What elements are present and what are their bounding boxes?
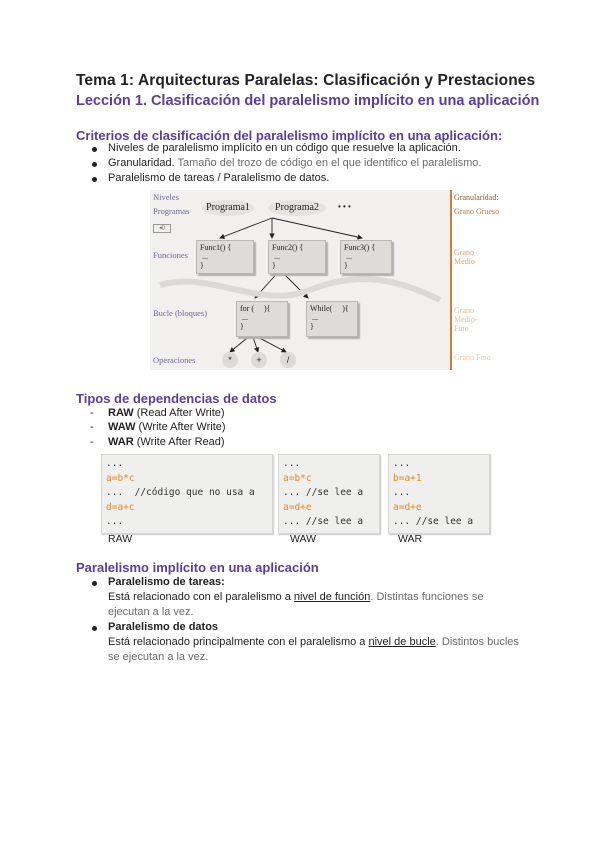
op-multiply: * <box>222 352 238 368</box>
bullet-dot <box>92 581 97 586</box>
dep-raw <box>108 407 225 419</box>
grain-medium: Grano Medio <box>454 248 475 266</box>
code-line: ... <box>393 458 411 469</box>
dep-war-abbr: WAR <box>108 436 134 448</box>
code-line: a=d+e <box>393 501 422 513</box>
loop-level-link: nivel de bucle <box>368 636 436 648</box>
granularity-term: Granularidad. <box>108 157 175 169</box>
dash-marker: - <box>90 421 94 433</box>
dep-raw-abbr: RAW <box>108 407 134 419</box>
dep-waw <box>108 421 226 433</box>
diagram-connectors <box>150 190 450 370</box>
code-line: ... //se lee a <box>283 516 364 527</box>
granularity-description: Tamaño del trozo de código en el que identifico el paralelismo. <box>174 157 482 169</box>
dep-waw-abbr: WAW <box>108 421 136 433</box>
data-parallelism-title: Paralelismo de datos <box>108 621 219 633</box>
task-parallelism-title: Paralelismo de tareas: <box>108 576 225 588</box>
grain-medium-fine: Grano Medio-Fino <box>454 306 478 333</box>
while-loop-box: While( ){ ... } <box>306 301 358 337</box>
bullet-granularity <box>108 157 481 169</box>
code-line: ... <box>106 458 124 469</box>
grain-coarse: Grano Grueso <box>454 207 500 216</box>
caption-raw: RAW <box>108 533 133 545</box>
code-line: a=d+e <box>283 501 312 513</box>
dep-war-desc: (Write After Read) <box>133 436 225 448</box>
code-block-war <box>388 454 490 534</box>
dep-waw-desc: (Write After Write) <box>135 421 226 433</box>
op-add: + <box>251 352 267 368</box>
bullet-levels: Niveles de paralelismo implícito en un código que resuelve la aplicación. <box>108 142 461 154</box>
levels-header: Niveles <box>153 192 179 202</box>
level-loops: Bucle (bloques) <box>153 308 208 318</box>
code-line: ... <box>393 487 411 498</box>
lesson-title: Lección 1. Clasificación del paralelismo implícito en una aplicación <box>76 93 540 109</box>
granularity-divider <box>450 190 452 370</box>
code-block-raw <box>101 454 273 534</box>
data-text-after: . Distintos bucles <box>435 636 519 648</box>
section-heading-implicit: Paralelismo implícito en una aplicación <box>76 560 319 575</box>
op-divide: / <box>280 352 296 368</box>
code-line: a=b*c <box>106 472 135 484</box>
data-parallelism-line1 <box>108 636 519 648</box>
dash-marker: - <box>90 407 94 419</box>
bullet-dot <box>92 177 97 182</box>
task-text-before: Está relacionado con el paralelismo a <box>108 591 294 603</box>
task-parallelism-line1 <box>108 591 483 603</box>
func2-box: Func2() { ... } <box>268 240 326 274</box>
dep-raw-desc: (Read After Write) <box>133 407 225 419</box>
section-heading-criteria: Criterios de clasificación del paralelismo implícito en una aplicación: <box>76 128 503 143</box>
dep-war <box>108 436 225 448</box>
code-line: d=a+c <box>106 501 135 513</box>
task-text-after: . Distintas funciones se <box>370 591 484 603</box>
function-level-link: nivel de función <box>293 591 371 603</box>
code-line: a=b*c <box>283 472 312 484</box>
code-line: ... //se lee a <box>283 487 364 498</box>
for-loop-box: for ( ){ ... } <box>236 301 288 337</box>
code-line: ... <box>106 516 124 527</box>
caption-waw: WAW <box>290 533 317 545</box>
data-parallelism-line2: se ejecutan a la vez. <box>108 651 209 663</box>
data-text-before: Está relacionado principalmente con el paralelismo a <box>108 636 369 648</box>
section-heading-dependencies: Tipos de dependencias de datos <box>76 391 277 406</box>
program2-node: Programa2 <box>268 200 326 216</box>
document-title: Tema 1: Arquitecturas Paralelas: Clasificación y Prestaciones <box>76 72 536 89</box>
code-line: ... <box>283 458 301 469</box>
bullet-dot <box>92 147 97 152</box>
task-parallelism-line2: ejecutan a la vez. <box>108 606 194 618</box>
parallelism-levels-diagram <box>150 190 450 370</box>
code-line: b=a+1 <box>393 472 422 484</box>
code-line: ... //se lee a <box>393 516 474 527</box>
dash-marker: - <box>90 436 94 448</box>
bullet-task-data: Paralelismo de tareas / Paralelismo de datos. <box>108 172 330 184</box>
bullet-dot <box>92 162 97 167</box>
speaker-icon: ◂)) <box>153 224 171 233</box>
program1-node: Programa1 <box>202 200 254 216</box>
level-programs: Programas <box>153 206 190 216</box>
grain-fine: Grano Fino <box>454 353 491 362</box>
bullet-dot <box>92 626 97 631</box>
code-line: ... //código que no usa a <box>106 487 255 498</box>
code-block-waw <box>278 454 380 534</box>
caption-war: WAR <box>398 533 423 545</box>
more-programs-ellipsis: • • • <box>338 202 351 211</box>
level-functions: Funciones <box>153 250 188 260</box>
granularity-header: Granularidad: <box>454 193 499 202</box>
func1-box: Func1() { ... } <box>196 240 254 274</box>
func3-box: Func3() { ... } <box>340 240 392 274</box>
level-operations: Operaciones <box>153 355 196 365</box>
